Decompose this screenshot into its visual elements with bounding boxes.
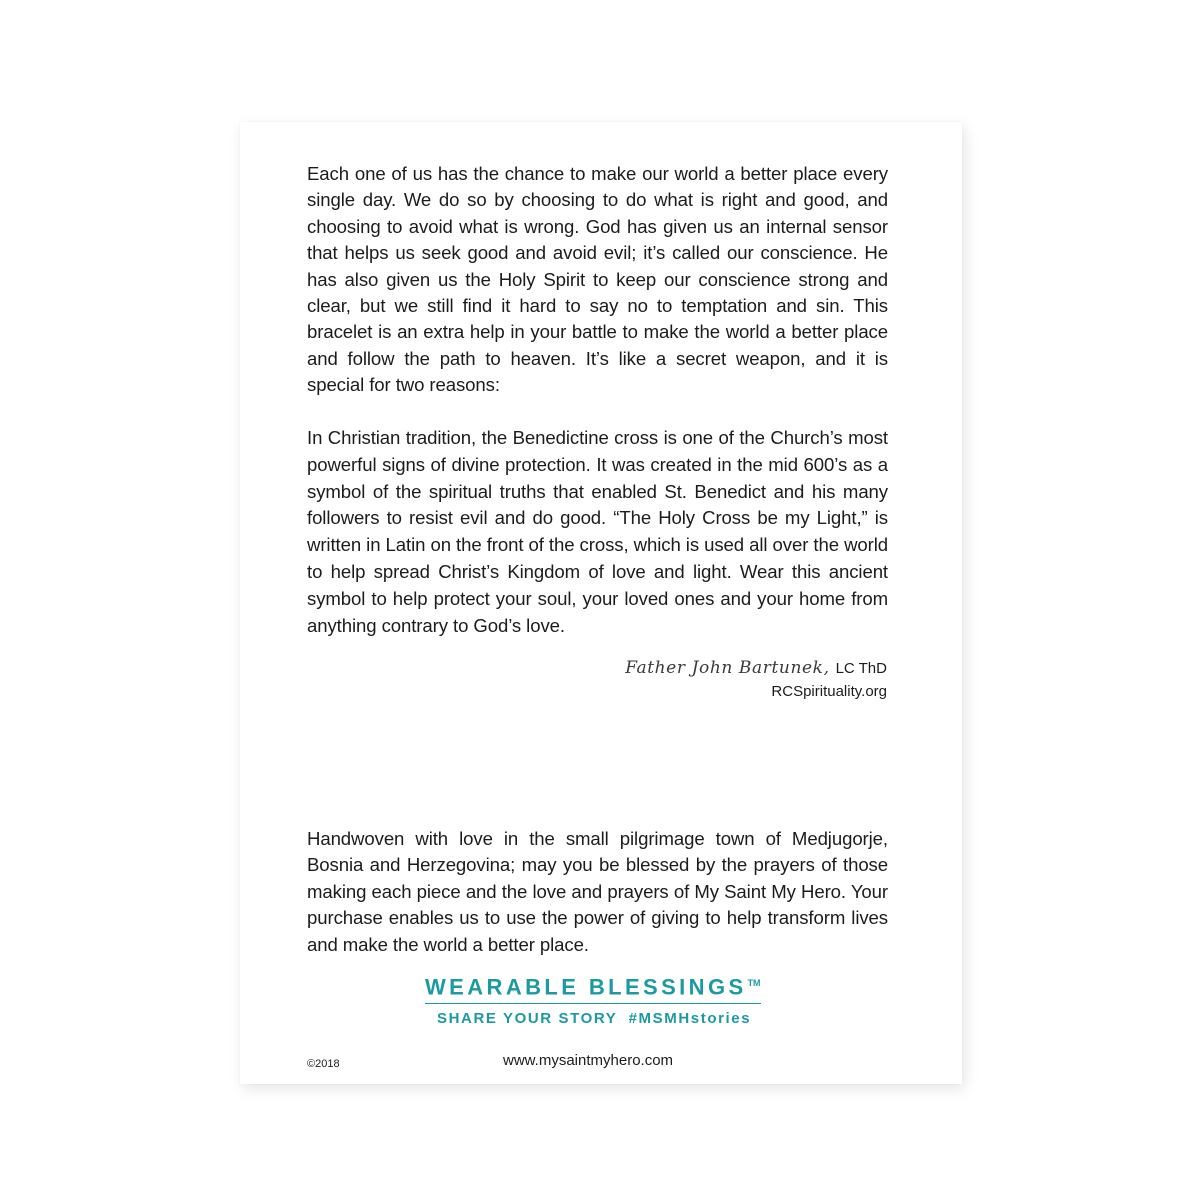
intro-paragraph: Each one of us has the chance to make our world a better place every single day. We do so by choosing to do what is right and good, and choosing to avoid what is wrong. God has given us an internal sensor that helps us seek good and avoid evil; it’s called our conscience. He has also given us the Holy Spirit to keep our conscience strong and clear, but we still find it hard to say no to temptation and sin. This bracelet is an extra help in your battle to make the world a better place and follow the path to heaven. It’s like a secret weapon, and it is special for two reasons:: [307, 163, 888, 396]
signature-credentials: LC ThD: [835, 660, 887, 677]
footer-website: www.mysaintmyhero.com: [503, 1052, 674, 1069]
signature-block: [625, 655, 887, 702]
signature-website: RCSpirituality.org: [771, 683, 887, 700]
brand-tagline: SHARE YOUR STORY #MSMHstories: [437, 1010, 752, 1028]
signature-name: Father John Bartunek,: [625, 658, 830, 678]
brand-title: [425, 968, 761, 1004]
trademark-mark: TM: [747, 978, 761, 988]
benedictine-cross-paragraph: In Christian tradition, the Benedictine cross is one of the Church’s most powerful signs of divine protection. It was created in the mid 600’s as a symbol of the spiritual truths that enabled St. Benedict and his many followers to resist evil and do good. “The Holy Cross be my Light,” is written in Latin on the front of the cross, which is used all over the world to help spread Christ’s Kingdom of love and light. Wear this ancient symbol to help protect your soul, your loved ones and your home from anything contrary to God’s love.: [307, 427, 888, 636]
handwoven-paragraph: Handwoven with love in the small pilgrimage town of Medjugorje, Bosnia and Herzegovina; may you be blessed by the prayers of those making each piece and the love and prayers of My Saint My Hero. Your purchase enables us to use the power of giving to help transform lives and make the world a better place.: [307, 828, 888, 955]
brand-title-text: WEARABLE BLESSINGS: [425, 974, 747, 1000]
signature-line: [625, 655, 887, 682]
copyright-text: ©2018: [307, 1058, 340, 1070]
brand-block: [425, 968, 785, 1027]
